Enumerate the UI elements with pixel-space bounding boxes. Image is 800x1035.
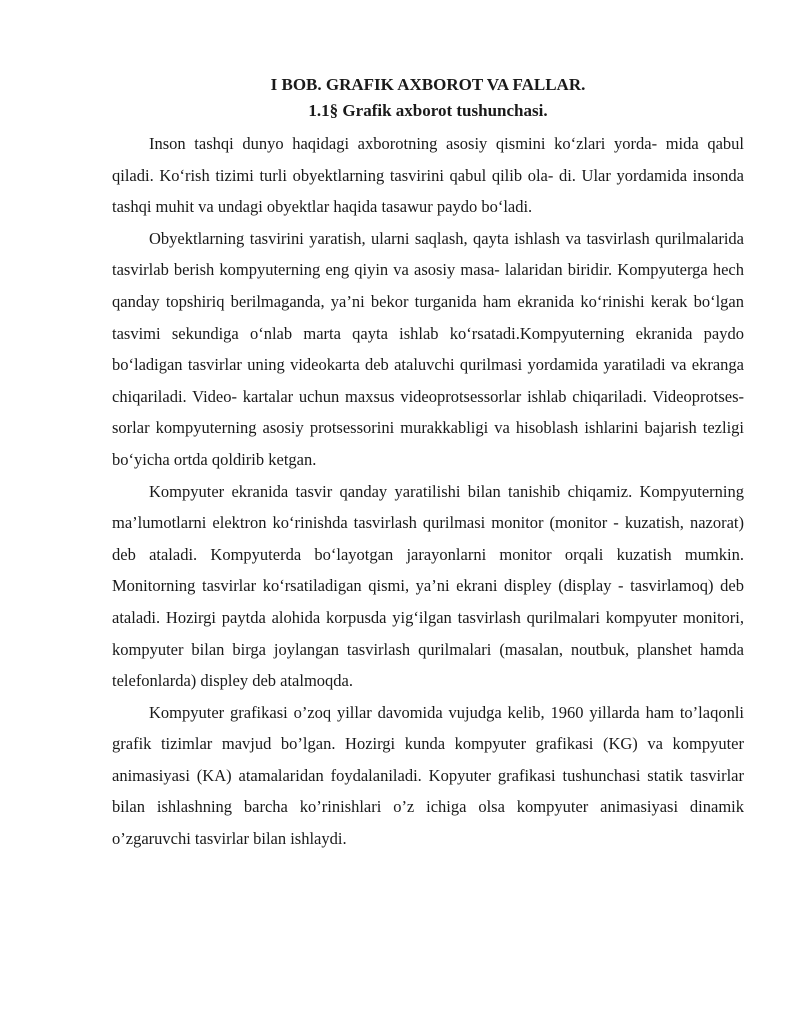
document-page <box>112 72 744 855</box>
paragraph-1: Inson tashqi dunyo haqidagi axborotning asosiy qismini ko‘zlari yorda- mida qabul qiladi. Ko‘rish tizimi turli obyektlarning tasvirini qabul qilib ola- di. Ular yordamida insonda tashqi muhit va undagi obyektlar haqida tasawur paydo bo‘ladi. <box>112 134 744 217</box>
paragraph-3: Kompyuter ekranida tasvir qanday yaratilishi bilan tanishib chiqamiz. Kompyuterning ma’lumotlarni elektron ko‘rinishda tasvirlash qurilmasi monitor (monitor - kuzatish, nazorat) deb ataladi. Kompyuterda bo‘layotgan jarayonlarni monitor orqali kuzatish mumkin. Monitorning tasvirlar ko‘rsatiladigan qismi, ya’ni ekrani displey (display - tasvirlamoq) deb ataladi. Hozirgi paytda alohida korpusda yig‘ilgan tasvirlash qurilmalari kompyuter monitori, kompyuter bilan birga joylangan tasvirlash qurilmalari (masalan, noutbuk, planshet hamda telefonlarda) displey deb atalmoqda. <box>112 481 744 691</box>
paragraph-2: Obyektlarning tasvirini yaratish, ularni saqlash, qayta ishlash va tasvirlash qurilmalarida tasvirlab berish kompyuterning eng qiyin va asosiy masa- lalaridan biridir. Kompyuterga hech qanday topshiriq berilmaganda, ya’ni bekor turganida ham ekranida ko‘rinishi kerak bo‘lgan tasvimi sekundiga o‘nlab marta qayta ishlab ko‘rsatadi.Kompyuterning ekranida paydo bo‘ladigan tasvirlar uning videokarta deb ataluvchi qurilmasi yordamida yaratiladi va ekranga chiqariladi. Video- kartalar uchun maxsus videoprotsessorlar ishlab chiqariladi. Videoprotses- sorlar kompyuterning asosiy protsessorini murakkabligi va hisoblash ishlarini bajarish tezligi bo‘yicha ortda qoldirib ketgan. <box>112 228 744 469</box>
chapter-title: I BOB. GRAFIK AXBOROT VA FALLAR. <box>270 75 586 94</box>
section-title: 1.1§ Grafik axborot tushunchasi. <box>308 101 548 120</box>
paragraph-4: Kompyuter grafikasi o’zoq yillar davomida vujudga kelib, 1960 yillarda ham to’laqonli grafik tizimlar mavjud bo’lgan. Hozirgi kunda kompyuter grafikasi (KG) va kompyuter animasiyasi (KA) atamalaridan foydalaniladi. Kopyuter grafikasi tushunchasi statik tasvirlar bilan ishlashning barcha ko’rinishlari o’z ichiga olsa kompyuter animasiyasi dinamik o’zgaruvchi tasvirlar bilan ishlaydi. <box>112 702 744 849</box>
